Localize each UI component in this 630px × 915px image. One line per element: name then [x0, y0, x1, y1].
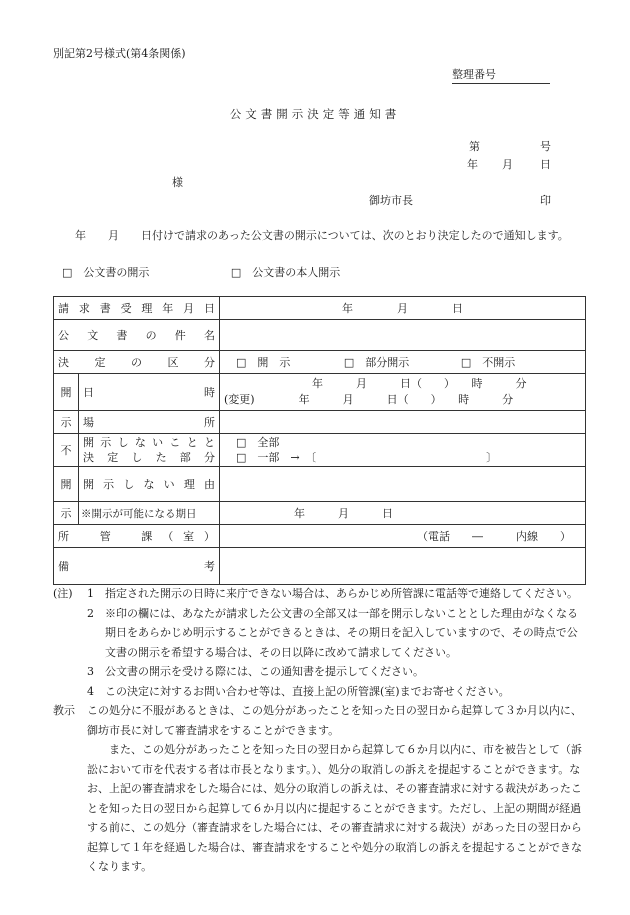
issuer-mayor: 御坊市長: [369, 194, 413, 207]
date-month: 月: [502, 158, 513, 171]
note-text: 公文書の開示を受ける際には、この通知書を提示してください。: [105, 665, 424, 678]
kyoji-section: [53, 701, 588, 877]
note-num: 4: [87, 684, 94, 698]
row-datetime: [54, 374, 586, 411]
value-place[interactable]: [220, 411, 586, 434]
label-decision: 決定の区分: [54, 351, 220, 374]
note-item-2: [53, 604, 588, 663]
datetime-line2-wrap: [224, 392, 581, 408]
date-day: 日: [540, 158, 551, 171]
check-personal-disclosure[interactable]: □ 公文書の本人開示: [230, 266, 341, 279]
row-decision: [54, 351, 586, 374]
row-request-date: [54, 297, 586, 320]
note-item-3: [53, 662, 588, 682]
label-datetime: 日 時: [79, 374, 220, 411]
opt-part-wrap: [224, 450, 581, 465]
value-datetime: [220, 374, 586, 411]
opt-part[interactable]: □ 一部 → 〔: [236, 451, 317, 464]
form-label: 別記第2号様式(第4条関係): [53, 47, 186, 60]
date-year: 年: [467, 158, 478, 171]
notes-section: [53, 584, 588, 877]
label-request-date: 請求書受理年月日: [54, 297, 220, 320]
document-title: 公文書開示決定等通知書: [229, 107, 401, 121]
label-partial-2: 決定した部分: [83, 451, 215, 464]
recipient-sama: 様: [172, 176, 183, 189]
note-text: 指定された開示の日時に来庁できない場合は、あらかじめ所管課に電話等で連絡してください。: [105, 587, 578, 600]
row-place: [54, 411, 586, 434]
note-num: 2: [87, 606, 94, 620]
note-item-4: [53, 682, 588, 702]
label-partial-1: 開示しないことと: [83, 436, 215, 449]
label-place: 場 所: [79, 411, 220, 434]
bracket-close: 〕: [486, 451, 498, 464]
opt-partial[interactable]: □ 部分開示: [343, 356, 410, 369]
datetime-line1[interactable]: 年 月 日（ ） 時 分: [312, 377, 527, 390]
intro-text: 年 月 日付けで請求のあった公文書の開示については、次のとおり決定したので通知します。: [53, 229, 569, 242]
datetime-change-label: (変更): [224, 393, 255, 406]
label-partial: [79, 434, 220, 467]
value-possible-date[interactable]: 年 月 日: [220, 502, 586, 525]
seiri-number-label: 整理番号: [452, 66, 550, 84]
note-num: 3: [87, 665, 94, 678]
value-request-date[interactable]: 年 月 日: [220, 297, 586, 320]
value-partial: [220, 434, 586, 467]
value-remarks[interactable]: [220, 548, 586, 585]
row-possible-date: [54, 502, 586, 525]
note-text: ※印の欄には、あなたが請求した公文書の全部又は一部を開示しないこととした理由がなくなる期日をあらかじめ明示することができるときは、その期日を記入していますので、その時点で公文書の開示を希望する場合は、その日以降に改めて請求してください。: [105, 606, 578, 659]
row-subject: [54, 320, 586, 351]
opt-nondisclose[interactable]: □ 不開示: [460, 356, 516, 369]
row-dept: [54, 525, 586, 548]
number-dai: 第: [469, 140, 480, 153]
datetime-line2[interactable]: 年 月 日（ ） 時 分: [298, 393, 514, 406]
row-remarks: [54, 548, 586, 585]
value-subject[interactable]: [220, 320, 586, 351]
opt-disclose[interactable]: □ 開 示: [236, 356, 291, 369]
side-ji2: 示: [54, 502, 79, 525]
note-text: この決定に対するお問い合わせ等は、直接上記の所管課(室)までお寄せください。: [105, 684, 510, 698]
disclosure-type-checks: [62, 264, 358, 280]
row-partial: [54, 434, 586, 467]
note-item-1: [53, 584, 588, 604]
value-dept[interactable]: （電話 ― 内線 ）: [220, 525, 586, 548]
row-reason: [54, 467, 586, 502]
label-reason: 開示しない理由: [79, 467, 220, 502]
note-head-spacer: [53, 682, 87, 702]
value-decision: [220, 351, 586, 374]
notes-head: (注): [53, 587, 73, 600]
kyoji-body: [87, 701, 588, 877]
side-kai2: 開: [54, 467, 79, 502]
side-kai: 開: [54, 374, 79, 411]
kyoji-paragraph-1: この処分に不服があるときは、この処分があったことを知った日の翌日から起算して３か月以内に、御坊市長に対して審査請求をすることができます。: [87, 704, 582, 737]
side-ji: 示: [54, 411, 79, 434]
kyoji-head: 教示: [53, 704, 75, 717]
note-head-spacer: [53, 604, 87, 663]
side-fu: 不: [54, 434, 79, 467]
check-public-disclosure[interactable]: □ 公文書の開示: [62, 266, 150, 279]
value-reason[interactable]: [220, 467, 586, 502]
label-remarks: 備 考: [54, 548, 220, 585]
note-num: 1: [87, 587, 94, 600]
kyoji-paragraph-2: また、この処分があったことを知った日の翌日から起算して６か月以内に、市を被告として（訴訟において市を代表する者は市長となります。）、処分の取消しの訴えを提起することができます。なお、上記の審査請求をした場合には、処分の取消しの訴えは、その審査請求に対する裁決があったことを知った日の翌日から起算して６か月以内に提起することができます。ただし、上記の期間が経過する前に、この処分（審査請求をした場合には、その審査請求に対する裁決）があった日の翌日から起算して１年を経過した場合は、審査請求をすることや処分の取消しの訴えを提起することができなくなります。: [87, 743, 582, 873]
note-head-spacer: [53, 662, 87, 682]
label-subject: 公文書の件名: [54, 320, 220, 351]
seal-mark: 印: [540, 194, 551, 207]
notice-table: [53, 296, 586, 585]
label-possible-date: ※開示が可能になる期日: [79, 502, 220, 525]
label-dept: 所 管 課（室）: [54, 525, 220, 548]
opt-all[interactable]: □ 全部: [236, 436, 280, 449]
number-go: 号: [540, 140, 551, 153]
